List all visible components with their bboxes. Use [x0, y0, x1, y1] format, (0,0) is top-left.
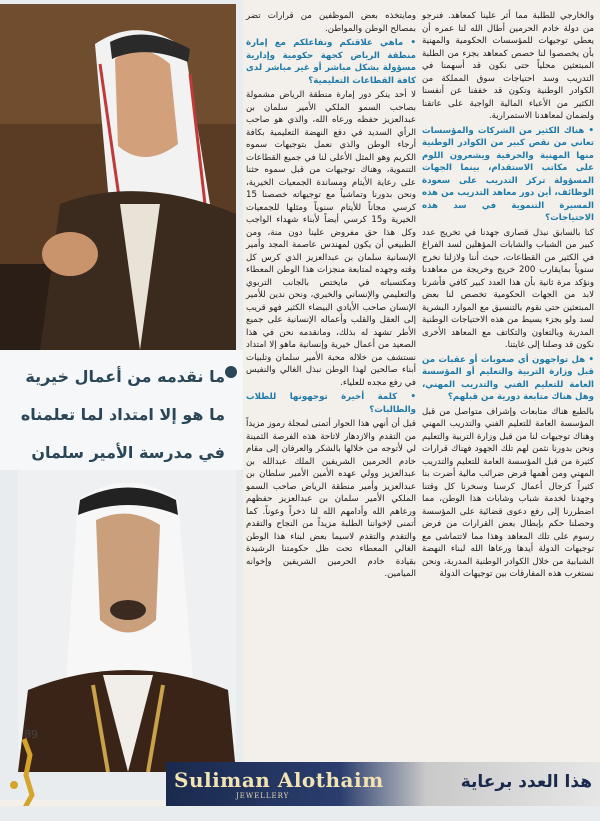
page-number: 89 [24, 728, 38, 741]
question: • كلمة أخيرة توجهونها للطلاب والطالبات؟ [246, 392, 416, 415]
bottom-strip [0, 806, 600, 821]
sponsor-label: هذا العدد برعاية [460, 772, 592, 792]
pull-quote [0, 350, 243, 470]
paragraph: قبل أن أنهي هذا الحوار أتمنى لمجلة رموز مزيداً من التقدم والازدهار لاتاحة هذه الفرصة الثمينة لي لأتوجه من خلالها بالشكر والعرفان إلى مقام خادم الحرمين الشريفين الملك عبدالله بن عبدالعزيز وولي عهده الأمين الأمير سلطان بن عبدالعزيز وأمير منطقة الرياض صاحب السمو الملكي الأمير سلمان بن عبدالعزيز حفظهم ورعاهم الله وأدامهم الله لنا ذخراً وعوناً. كما أتمنى لإخواننا الطلبة مزيداً من النجاح والتقدم والتقدم والتقدم لاسيما بعض لبناء هذا الوطن الغالي المعطاء تحت ظل حكومتنا الرشيدة بقيادة خادم الحرمين الشريفين وإخوانه الميامين. [246, 419, 416, 579]
article-body [246, 10, 596, 758]
paragraph: ومايتخذه بعض الموظفين من قرارات تضر بمصالح الوطن والمواطن. [246, 11, 416, 34]
sponsor-banner [166, 762, 600, 806]
quote-line-1: ما نقدمه من أعمال خيرية [25, 367, 225, 386]
quote-line-2: ما هو إلا امتداد لما تعلمناه [20, 405, 225, 424]
sponsor-subtitle: JEWELLERY [236, 792, 290, 800]
quote-line-3: في مدرسة الأمير سلمان [31, 443, 225, 462]
interviewee-illustration [18, 470, 236, 772]
question: • هناك الكثير من الشركات والمؤسسات تعاني من نقص كبير من الكوادر الوطنية منها المهنية والحرفية ويشعرون اللوم على مكاتب الاستقدام، بينما الجهات المسؤولة تركز التدريب على سعودة الوظائف، أين دور معاهد التدريب من هذه المسيرة التنموية في سد هذه الاحتياجات؟ [422, 125, 594, 223]
portrait-illustration [0, 4, 236, 350]
article-column-left [246, 10, 416, 758]
left-photo-panel [0, 0, 243, 800]
paragraph: كنا بالسابق نبذل قصارى جهدنا في تخريج عدد كبير من الشباب والشابات المؤهلين لسد الفراغ في الكثير من القطاعات، حيث أننا ولازلنا نخرج سنوياً بمايقارب 200 خريج وخريجة من معاهدنا ونؤكد مرة ثانية بأن هذا العدد كبير كافي فأشرنا لابد من الجهات الحكومية تخصص لنا بعض المبتعثين حتى نقوم بالتنسيق مع الموارد البشرية لسد ولو بجزء بسيط من هذه الاحتياجات الوطنية المدربة وبالتعاون والتكاتف مع المعاهد الأخرى نكون قد وصلنا إلى غايتنا. [422, 227, 594, 350]
question: • ماهي علاقتكم وتفاعلكم مع إمارة منطقة الرياض كجهة حكومية وإدارية مسؤولة بشكل مباشر أو غير مباشر لدى كافة القطاعات التعليمية؟ [246, 38, 416, 86]
pull-quote-text [10, 358, 225, 472]
paragraph: بالطبع هناك متابعات وإشراف متواصل من قبل المؤسسة العامة للتعليم الفني والتدريب المهني وهناك توجيهات لنا من قبل وزارة التربية والتعليم ونحن بدورنا نثمن لهم تلك الجهود فهناك قرارات كثيرة من قبل المؤسسة العامة للتعليم والتدريب المهني ومن أهمها فرض ضرائب مالية أضرت بنا كثيراً كرجال أعمال كرسنا وسخرنا كل وقتنا وجهدنا لخدمة شباب وشابات هذا الوطن، مما اضطررنا إلى رفع دعوى قضائية على المؤسسة وحصلنا حكم بإبطال بعض القرارات من فرض رسوم على تلك المعاهد وهذا مما لاتتماشى مع توجيهات الدولة أيدها ورعاها الله لبناء النهضة الشبابية من خلال الكوادر الوطنية المدربة، ونحن نستغرب هذه المفارقات بين توجيهات الدولة [422, 406, 594, 579]
paragraph: لا أحد ينكر دور إمارة منطقة الرياض مشمولة بصاحب السمو الملكي الأمير سلمان بن عبدالعزيز حفظه ورعاه الله، والذي هو صاحب الرأي السديد في دفع النهضة التعليمية بكافة أرجاء الوطن والذي نعمل بتوجيهات سموه الكريم وهو المثل الأعلى لنا في جميع القطاعات التنموية، وهناك توجيهات من قبل سموه حثنا على رعاية الأيتام ومساندة الجمعيات الخيرية، ونحن بدورنا وتماشياً مع توجيهاته خصصنا 15 كرسي مجاناً للأيتام سنوياً ومثلها للجمعيات الخيرية و15 كرسي أيضاً لأبناء شهداء الواجب وكل هذا حق مفروض علينا دون منة، ومن الطبيعي أن يكون لمهندس عاصمة المجد وأمير الإنسانية سلمان بن عبدالعزيز الذي كرس كل وقته وجهده لمتابعة منجزات هذا الوطن المعطاء ومكتسباته في مايختص بالجانب التربوي والتعليمي والإنساني والخيري، ونحن ندين للأمير الإنسان صاحب الأيادي البيضاء الكثير فهو قريب إلى العقل والقلب وأعماله الإنسانية على جميع الأطر تشهد له بذلك، ومانقدمه نحن في هذا الصعيد من أعمال خيرية وإنسانية ماهو إلا امتداد نستشف من خلاله محبة الأمير سلمان وتلبيات أبناء صالحين لهذا الوطن نبذل الغالي والنفيس في رفع مجده للعلياء. [246, 90, 416, 388]
quote-bullet-icon [225, 366, 237, 378]
photo-prince-salman [0, 4, 236, 350]
paragraph: والخارجي للطلبة مما أثر علينا كمعاهد. فنرجو من دولة خادم الحرمين أطال الله لنا عمره أن يعطي توجيهات للمؤسسات الحكومية والمهنية بأن يخصصوا لنا حصص كمعاهد بجزء من الطلبة المبتعثين محلياً حتى نكون قد أسهمنا في التدريب وسد احتياجات سوق المملكة من الكوادر الوطنية وتكون قد خففنا عن أنفسنا الكثير من الأعباء المالية الواجبة على عاتقنا ولضمان لمعاهدنا الاستمرارية. [422, 11, 594, 121]
sponsor-brand: Suliman Alothaim [174, 768, 384, 792]
article-column-right [422, 10, 594, 758]
photo-interviewee [18, 470, 236, 772]
question: • هل تواجهون أي صعوبات أو عقبات من قبل وزارة التربية والتعليم أو المؤسسة العامة للتعليم الفني والتدريب المهني، وهل هناك متابعة دورية من قبلهم؟ [422, 354, 594, 402]
magazine-logo [4, 735, 40, 815]
